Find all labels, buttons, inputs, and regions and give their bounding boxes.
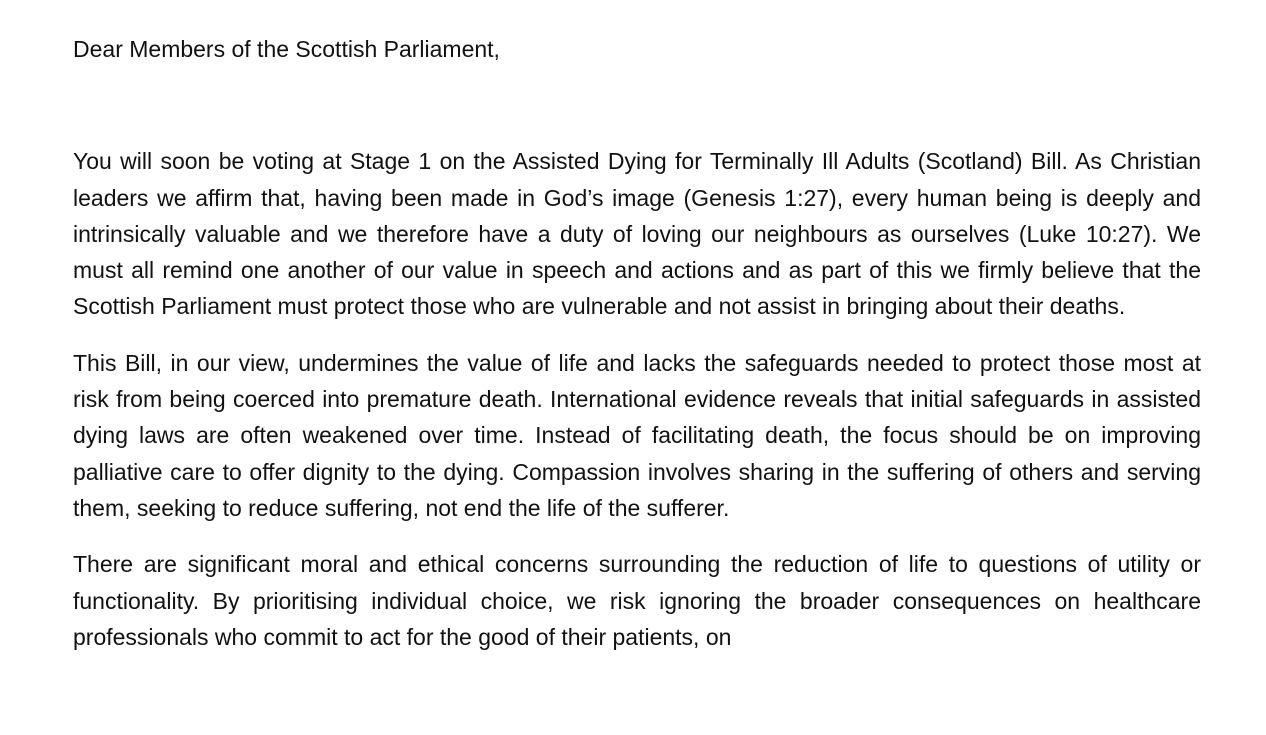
letter-body [73, 31, 1201, 675]
paragraph-stage1-vote: You will soon be voting at Stage 1 on the Assisted Dying for Terminally Ill Adults (Scotland) Bill. As Christian leaders we affirm that, having been made in God’s image (Genesis 1:27), every human being is deeply and intrinsically valuable and we therefore have a duty of loving our neighbours as ourselves (Luke 10:27). We must all remind one another of our value in speech and actions and as part of this we firmly believe that the Scottish Parliament must protect those who are vulnerable and not assist in bringing about their deaths. [73, 148, 1201, 320]
paragraph-bill-concerns: This Bill, in our view, undermines the value of life and lacks the safeguards needed to protect those most at risk from being coerced into premature death. International evidence reveals that initial safeguards in assisted dying laws are often weakened over time. Instead of facilitating death, the focus should be on improving palliative care to offer dignity to the dying. Compassion involves sharing in the suffering of others and serving them, seeking to reduce suffering, not end the life of the sufferer. [73, 349, 1201, 521]
salutation: Dear Members of the Scottish Parliament, [73, 36, 500, 62]
paragraph-ethical-concerns: There are significant moral and ethical concerns surrounding the reduction of life to questions of utility or functionality. By prioritising individual choice, we risk ignoring the broader consequences on healthcare professionals who commit to act for the good of their patients, on [73, 551, 1201, 650]
